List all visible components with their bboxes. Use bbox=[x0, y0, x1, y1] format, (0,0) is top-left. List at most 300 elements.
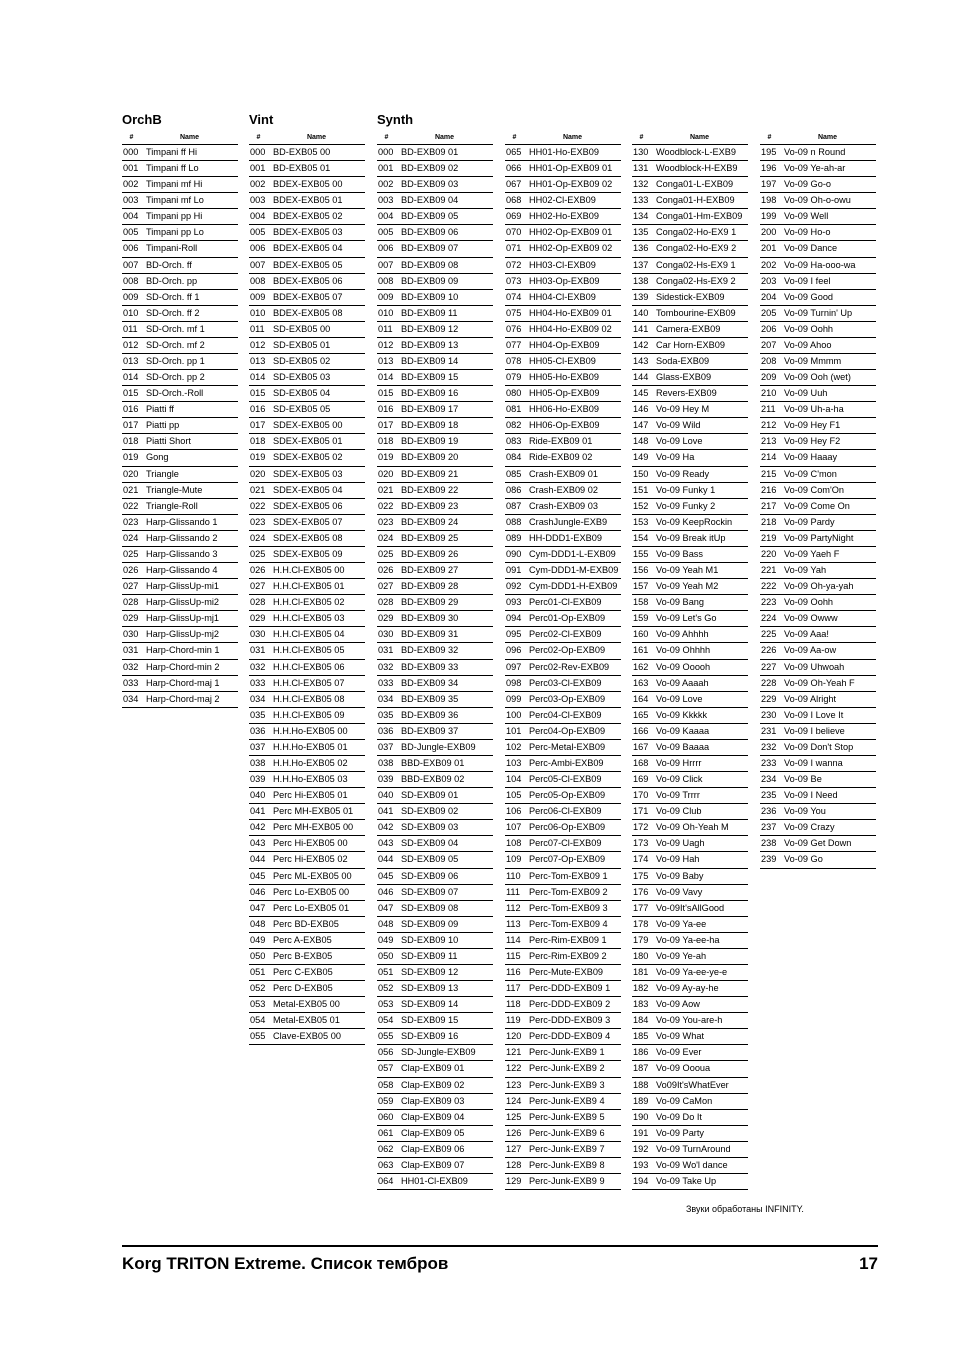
item-number: 002 bbox=[378, 179, 394, 190]
list-item bbox=[505, 434, 621, 450]
item-number: 141 bbox=[633, 323, 649, 334]
item-number: 040 bbox=[250, 790, 266, 801]
item-name: Perc-Tom-EXB09 3 bbox=[529, 902, 608, 913]
item-number: 204 bbox=[761, 291, 777, 302]
item-name: Woodblock-H-EXB9 bbox=[656, 163, 738, 174]
item-name: Perc06-Op-EXB09 bbox=[529, 822, 606, 833]
item-name: Vo-09 Ever bbox=[656, 1047, 702, 1058]
item-number: 012 bbox=[250, 339, 266, 350]
item-name: Vo-09 Love bbox=[656, 693, 703, 704]
item-number: 074 bbox=[506, 291, 522, 302]
list-item bbox=[377, 499, 493, 515]
item-name: BD-EXB09 34 bbox=[401, 677, 459, 688]
list-item bbox=[632, 756, 748, 772]
item-number: 080 bbox=[506, 388, 522, 399]
item-number: 023 bbox=[378, 516, 394, 527]
item-name: Vo-09 You bbox=[784, 806, 826, 817]
item-name: BD-EXB09 15 bbox=[401, 372, 459, 383]
item-name: SD-Orch.-Roll bbox=[146, 388, 204, 399]
list-item bbox=[760, 531, 876, 547]
item-name: Vo-09 Get Down bbox=[784, 838, 852, 849]
list-item bbox=[377, 209, 493, 225]
list-item bbox=[632, 418, 748, 434]
list-item bbox=[249, 515, 365, 531]
list-item bbox=[505, 788, 621, 804]
item-name: BDEX-EXB05 02 bbox=[273, 211, 343, 222]
item-name: Vo-09 Bass bbox=[656, 548, 703, 559]
item-number: 234 bbox=[761, 774, 777, 785]
item-name: HH04-Ho-EXB09 01 bbox=[529, 307, 612, 318]
item-number: 109 bbox=[506, 854, 522, 865]
item-number: 006 bbox=[378, 243, 394, 254]
item-number: 116 bbox=[506, 966, 521, 977]
item-number: 221 bbox=[761, 565, 777, 576]
item-number: 124 bbox=[506, 1095, 522, 1106]
column-header bbox=[377, 132, 493, 145]
item-number: 072 bbox=[506, 259, 522, 270]
list-item bbox=[760, 467, 876, 483]
list-item bbox=[505, 611, 621, 627]
list-item bbox=[505, 981, 621, 997]
item-name: Clap-EXB09 01 bbox=[401, 1063, 465, 1074]
list-item bbox=[249, 483, 365, 499]
item-name: H.H.Cl-EXB05 04 bbox=[273, 629, 345, 640]
list-item bbox=[377, 450, 493, 466]
item-number: 017 bbox=[378, 420, 394, 431]
list-item bbox=[377, 1174, 493, 1190]
item-number: 111 bbox=[506, 886, 520, 897]
item-name: Perc03-Op-EXB09 bbox=[529, 693, 606, 704]
list-item bbox=[377, 1045, 493, 1061]
item-number: 112 bbox=[506, 902, 521, 913]
item-number: 164 bbox=[633, 693, 649, 704]
list-item bbox=[377, 1029, 493, 1045]
item-name: Perc-Metal-EXB09 bbox=[529, 741, 606, 752]
item-number: 217 bbox=[761, 500, 777, 511]
list-item bbox=[249, 225, 365, 241]
item-number: 041 bbox=[378, 806, 394, 817]
item-name: Vo-09 Be bbox=[784, 774, 822, 785]
item-number: 007 bbox=[250, 259, 266, 270]
item-number: 126 bbox=[506, 1127, 522, 1138]
item-number: 183 bbox=[633, 999, 649, 1010]
item-number: 042 bbox=[378, 822, 394, 833]
list-item bbox=[249, 965, 365, 981]
item-name: SD-EXB09 09 bbox=[401, 918, 459, 929]
list-item bbox=[122, 354, 238, 370]
item-number: 059 bbox=[378, 1095, 394, 1106]
item-name: Vo-09 Hey F1 bbox=[784, 420, 841, 431]
column-header bbox=[122, 132, 238, 145]
list-item bbox=[249, 772, 365, 788]
item-number: 167 bbox=[633, 741, 649, 752]
list-item bbox=[760, 708, 876, 724]
item-name: HH01-Ho-EXB09 bbox=[529, 147, 599, 157]
item-name: HH01-Cl-EXB09 bbox=[401, 1176, 468, 1186]
list-item bbox=[632, 531, 748, 547]
item-name: HH05-Ho-EXB09 bbox=[529, 372, 599, 383]
list-item bbox=[760, 322, 876, 338]
item-number: 181 bbox=[633, 966, 649, 977]
list-item bbox=[632, 161, 748, 177]
item-number: 034 bbox=[250, 693, 266, 704]
item-name: Perc-DDD-EXB09 4 bbox=[529, 1031, 611, 1042]
item-name: Vo-09 Alright bbox=[784, 693, 837, 704]
list-item bbox=[249, 434, 365, 450]
list-item bbox=[505, 933, 621, 949]
list-item bbox=[632, 225, 748, 241]
item-number: 028 bbox=[378, 597, 394, 608]
list-item bbox=[632, 322, 748, 338]
item-number: 100 bbox=[506, 709, 522, 720]
item-number: 026 bbox=[378, 565, 394, 576]
list-item bbox=[505, 901, 621, 917]
item-name: Vo-09 Aa-ow bbox=[784, 645, 837, 656]
list-item bbox=[760, 145, 876, 161]
item-number: 216 bbox=[761, 484, 777, 495]
list-item bbox=[505, 209, 621, 225]
list-item bbox=[505, 370, 621, 386]
list-item bbox=[122, 386, 238, 402]
item-name: BDEX-EXB05 07 bbox=[273, 291, 343, 302]
item-number: 009 bbox=[250, 291, 266, 302]
item-number: 184 bbox=[633, 1015, 649, 1026]
item-name: Triangle-Mute bbox=[146, 484, 203, 495]
list-item bbox=[632, 965, 748, 981]
item-name: Vo-09 Aaaah bbox=[656, 677, 709, 688]
item-number: 042 bbox=[250, 822, 266, 833]
list-item bbox=[377, 547, 493, 563]
list-item bbox=[249, 852, 365, 868]
item-name: BD-EXB09 25 bbox=[401, 532, 459, 543]
item-number: 028 bbox=[250, 597, 266, 608]
item-number: 011 bbox=[378, 323, 393, 334]
list-item bbox=[632, 1110, 748, 1126]
item-name: Vo-09 Ahoo bbox=[784, 339, 832, 350]
item-name: Vo-09 Oh-Yeah F bbox=[784, 677, 855, 688]
item-name: HH-DDD1-EXB09 bbox=[529, 532, 603, 543]
item-number: 031 bbox=[250, 645, 266, 656]
item-name: BD-EXB09 18 bbox=[401, 420, 459, 431]
item-number: 092 bbox=[506, 581, 522, 592]
item-name: SD-EXB05 00 bbox=[273, 323, 331, 334]
item-number: 203 bbox=[761, 275, 777, 286]
item-number: 019 bbox=[123, 452, 139, 463]
list-item bbox=[377, 579, 493, 595]
list-item bbox=[505, 660, 621, 676]
list-item bbox=[632, 579, 748, 595]
item-number: 227 bbox=[761, 661, 777, 672]
column-header bbox=[632, 132, 748, 145]
list-item bbox=[377, 869, 493, 885]
item-name: Perc D-EXB05 bbox=[273, 983, 333, 994]
item-number: 198 bbox=[761, 195, 777, 206]
item-name: Perc-Tom-EXB09 2 bbox=[529, 886, 608, 897]
item-name: Perc-Junk-EXB9 1 bbox=[529, 1047, 605, 1058]
item-number: 047 bbox=[378, 902, 394, 913]
list-item bbox=[377, 997, 493, 1013]
item-number: 210 bbox=[761, 388, 777, 399]
list-item bbox=[377, 322, 493, 338]
item-number: 061 bbox=[378, 1127, 394, 1138]
item-name: SD-EXB09 08 bbox=[401, 902, 459, 913]
item-name: Vo-09 I Need bbox=[784, 790, 838, 801]
list-item bbox=[632, 370, 748, 386]
list-item bbox=[249, 306, 365, 322]
item-number: 038 bbox=[378, 757, 394, 768]
item-name: Clap-EXB09 02 bbox=[401, 1079, 465, 1090]
list-item bbox=[249, 386, 365, 402]
item-name: Perc-DDD-EXB09 1 bbox=[529, 983, 611, 994]
item-name: Perc04-Op-EXB09 bbox=[529, 725, 606, 736]
item-number: 192 bbox=[633, 1143, 649, 1154]
list-item bbox=[505, 869, 621, 885]
item-number: 103 bbox=[506, 757, 522, 768]
item-number: 125 bbox=[506, 1111, 522, 1122]
item-name: H.H.Cl-EXB05 09 bbox=[273, 709, 345, 720]
item-name: Vo-09 I believe bbox=[784, 725, 845, 736]
item-number: 031 bbox=[123, 645, 139, 656]
list-item bbox=[377, 595, 493, 611]
item-number: 083 bbox=[506, 436, 522, 447]
item-number: 015 bbox=[123, 388, 139, 399]
item-name: Revers-EXB09 bbox=[656, 388, 717, 399]
item-number: 196 bbox=[761, 163, 777, 174]
item-name: Perc Lo-EXB05 00 bbox=[273, 886, 350, 897]
item-name: Gong bbox=[146, 452, 169, 463]
list-item bbox=[249, 1029, 365, 1045]
list-item bbox=[377, 692, 493, 708]
list-item bbox=[760, 611, 876, 627]
list-item bbox=[122, 660, 238, 676]
list-item bbox=[505, 692, 621, 708]
list-column bbox=[377, 112, 493, 1190]
list-item bbox=[249, 547, 365, 563]
item-number: 041 bbox=[250, 806, 266, 817]
item-number: 019 bbox=[378, 452, 394, 463]
list-item bbox=[760, 499, 876, 515]
item-name: Vo-09 Oooua bbox=[656, 1063, 711, 1074]
item-name: H.H.Cl-EXB05 06 bbox=[273, 661, 345, 672]
item-number: 149 bbox=[633, 452, 649, 463]
item-name: Cym-DDD1-M-EXB09 bbox=[529, 565, 619, 576]
item-number: 050 bbox=[378, 950, 394, 961]
item-name: Perc-Junk-EXB9 9 bbox=[529, 1176, 605, 1186]
item-name: Harp-Glissando 3 bbox=[146, 548, 218, 559]
item-number: 046 bbox=[250, 886, 266, 897]
item-name: Conga02-Hs-EX9 1 bbox=[656, 259, 736, 270]
list-item bbox=[377, 852, 493, 868]
list-item bbox=[249, 579, 365, 595]
item-number: 013 bbox=[123, 356, 139, 367]
item-name: CrashJungle-EXB9 bbox=[529, 516, 608, 527]
item-number: 081 bbox=[506, 404, 522, 415]
list-item bbox=[760, 274, 876, 290]
list-item bbox=[505, 1078, 621, 1094]
item-number: 038 bbox=[250, 757, 266, 768]
list-item bbox=[632, 1094, 748, 1110]
header-name: Name bbox=[562, 134, 583, 141]
item-number: 078 bbox=[506, 356, 522, 367]
item-number: 048 bbox=[378, 918, 394, 929]
item-number: 168 bbox=[633, 757, 649, 768]
item-name: Conga02-Ho-EX9 2 bbox=[656, 243, 737, 254]
list-item bbox=[760, 676, 876, 692]
item-number: 154 bbox=[633, 532, 649, 543]
list-item bbox=[505, 885, 621, 901]
list-item bbox=[249, 611, 365, 627]
list-item bbox=[377, 901, 493, 917]
item-number: 179 bbox=[633, 934, 649, 945]
list-item bbox=[632, 177, 748, 193]
item-number: 226 bbox=[761, 645, 777, 656]
item-name: Vo-09 Ha bbox=[656, 452, 695, 463]
list-item bbox=[249, 370, 365, 386]
list-item bbox=[505, 1045, 621, 1061]
item-number: 068 bbox=[506, 195, 522, 206]
header-name: Name bbox=[306, 134, 327, 141]
list-item bbox=[377, 708, 493, 724]
item-number: 033 bbox=[378, 677, 394, 688]
item-number: 013 bbox=[378, 356, 394, 367]
item-number: 024 bbox=[123, 532, 139, 543]
item-name: Perc-Ambi-EXB09 bbox=[529, 757, 604, 768]
list-item bbox=[760, 418, 876, 434]
item-name: BD-EXB09 37 bbox=[401, 725, 459, 736]
item-number: 012 bbox=[123, 339, 139, 350]
item-name: Vo-09 Uh-a-ha bbox=[784, 404, 844, 415]
item-name: SD-Jungle-EXB09 bbox=[401, 1047, 476, 1058]
item-name: SDEX-EXB05 03 bbox=[273, 468, 343, 479]
item-name: Conga02-Hs-EX9 2 bbox=[656, 275, 736, 286]
item-name: Vo-09 I feel bbox=[784, 275, 831, 286]
list-item bbox=[122, 258, 238, 274]
item-name: Vo-09 C'mon bbox=[784, 468, 837, 479]
item-name: Perc06-Cl-EXB09 bbox=[529, 806, 602, 817]
item-name: Perc-Junk-EXB9 3 bbox=[529, 1079, 605, 1090]
item-name: HH02-Op-EXB09 01 bbox=[529, 227, 613, 238]
item-name: Vo-09 Funky 2 bbox=[656, 500, 716, 511]
item-name: BD-EXB09 36 bbox=[401, 709, 459, 720]
item-number: 010 bbox=[378, 307, 394, 318]
list-item bbox=[505, 531, 621, 547]
item-name: H.H.Cl-EXB05 02 bbox=[273, 597, 345, 608]
item-name: Vo-09 Click bbox=[656, 774, 703, 785]
item-name: Vo-09 I Love It bbox=[784, 709, 844, 720]
item-number: 022 bbox=[378, 500, 394, 511]
list-item bbox=[760, 370, 876, 386]
item-number: 166 bbox=[633, 725, 649, 736]
item-number: 017 bbox=[123, 420, 139, 431]
item-name: Vo-09 What bbox=[656, 1031, 705, 1042]
list-item bbox=[632, 515, 748, 531]
list-item bbox=[377, 241, 493, 257]
list-item bbox=[122, 547, 238, 563]
item-number: 024 bbox=[250, 532, 266, 543]
list-item bbox=[377, 434, 493, 450]
item-name: Perc B-EXB05 bbox=[273, 950, 333, 961]
item-name: Vo-09 Oohh bbox=[784, 323, 834, 334]
item-name: Conga01-H-EXB09 bbox=[656, 195, 735, 206]
header-number: # bbox=[512, 134, 517, 141]
list-item bbox=[632, 1013, 748, 1029]
list-item bbox=[505, 499, 621, 515]
item-number: 127 bbox=[506, 1143, 522, 1154]
item-number: 155 bbox=[633, 548, 649, 559]
list-item bbox=[505, 274, 621, 290]
list-item bbox=[632, 258, 748, 274]
item-name: Vo-09 Ooooh bbox=[656, 661, 711, 672]
list-item bbox=[377, 917, 493, 933]
item-number: 034 bbox=[123, 693, 139, 704]
item-name: Vo-09 Aow bbox=[656, 999, 700, 1010]
item-name: SD-EXB09 13 bbox=[401, 983, 459, 994]
section-title: Vint bbox=[249, 112, 274, 127]
item-name: Harp-Chord-min 1 bbox=[146, 645, 220, 656]
item-name: Vo-09 Oh-o-owu bbox=[784, 195, 851, 206]
header-number: # bbox=[256, 134, 261, 141]
item-name: H.H.Cl-EXB05 08 bbox=[273, 693, 345, 704]
list-item bbox=[632, 1126, 748, 1142]
list-item bbox=[632, 740, 748, 756]
item-name: H.H.Cl-EXB05 00 bbox=[273, 565, 345, 576]
item-number: 039 bbox=[250, 774, 266, 785]
item-name: Vo-09 Yeah M1 bbox=[656, 565, 719, 576]
item-number: 052 bbox=[250, 983, 266, 994]
item-number: 060 bbox=[378, 1111, 394, 1122]
list-item bbox=[505, 1174, 621, 1190]
list-item bbox=[632, 788, 748, 804]
item-name: Vo-09 Go-o bbox=[784, 179, 831, 190]
list-item bbox=[505, 1142, 621, 1158]
item-name: Perc01-Cl-EXB09 bbox=[529, 597, 602, 608]
item-name: Vo-09 CaMon bbox=[656, 1095, 713, 1106]
list-item bbox=[122, 370, 238, 386]
list-item bbox=[122, 595, 238, 611]
item-number: 099 bbox=[506, 693, 522, 704]
item-number: 018 bbox=[123, 436, 139, 447]
list-item bbox=[377, 643, 493, 659]
list-item bbox=[505, 643, 621, 659]
item-number: 001 bbox=[123, 163, 139, 174]
list-item bbox=[122, 579, 238, 595]
item-name: Clap-EXB09 05 bbox=[401, 1127, 465, 1138]
item-name: Harp-Glissando 2 bbox=[146, 532, 218, 543]
list-item bbox=[505, 483, 621, 499]
item-name: Vo-09 Vavy bbox=[656, 886, 703, 897]
item-number: 106 bbox=[506, 806, 522, 817]
item-number: 047 bbox=[250, 902, 266, 913]
item-name: Perc Hi-EXB05 02 bbox=[273, 854, 348, 865]
item-name: Perc05-Op-EXB09 bbox=[529, 790, 606, 801]
item-name: BD-EXB09 14 bbox=[401, 356, 459, 367]
item-number: 016 bbox=[123, 404, 139, 415]
list-item bbox=[760, 290, 876, 306]
item-name: BD-Orch. ff bbox=[146, 259, 192, 270]
list-item bbox=[122, 434, 238, 450]
item-number: 085 bbox=[506, 468, 522, 479]
item-number: 077 bbox=[506, 339, 522, 350]
list-column bbox=[122, 112, 238, 708]
list-item bbox=[249, 885, 365, 901]
item-name: Vo-09 Kkkkk bbox=[656, 709, 708, 720]
footer-title: Korg TRITON Extreme. Список тембров bbox=[122, 1254, 449, 1273]
item-name: SD-Orch. pp 1 bbox=[146, 356, 205, 367]
item-number: 008 bbox=[250, 275, 266, 286]
list-item bbox=[377, 949, 493, 965]
list-item bbox=[505, 1013, 621, 1029]
item-name: SD-EXB09 07 bbox=[401, 886, 459, 897]
